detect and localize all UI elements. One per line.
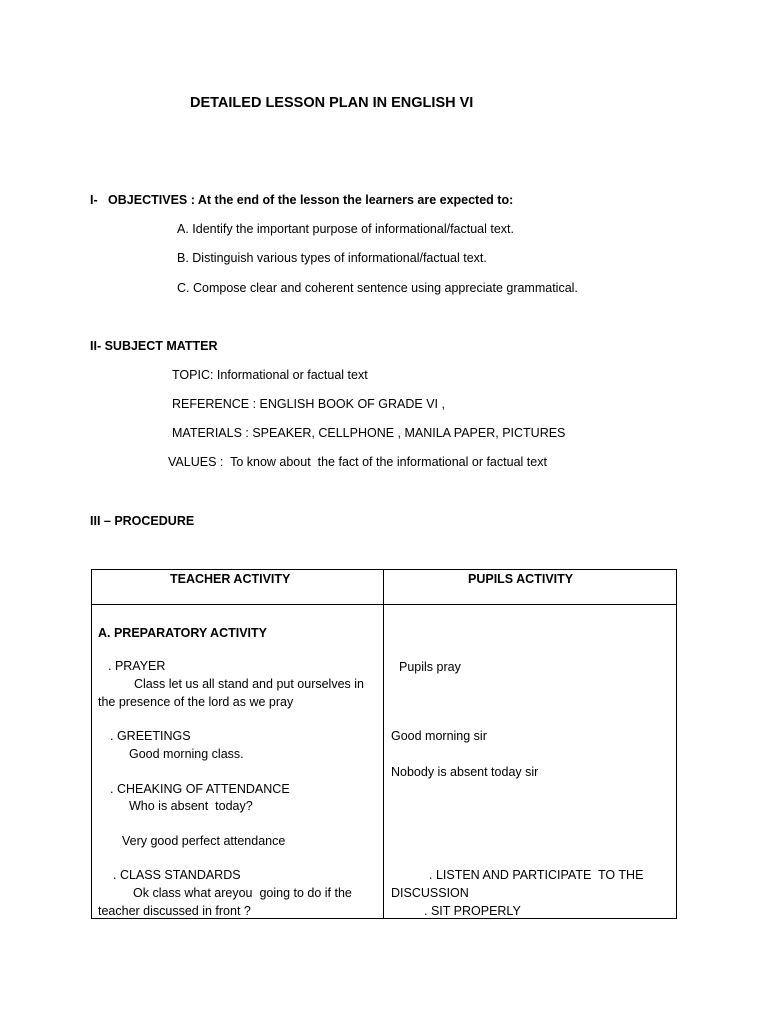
pupils-sit-properly: . SIT PROPERLY [424,904,521,918]
table-column-divider [383,569,384,919]
prayer-line-1: Class let us all stand and put ourselves in [134,677,364,691]
subject-matter-heading: II- SUBJECT MATTER [90,339,218,353]
subject-values: VALUES : To know about the fact of the informational or factual text [168,455,547,469]
attendance-line: Who is absent today? [129,799,253,813]
class-standards-label: . CLASS STANDARDS [113,868,241,882]
table-header-divider [91,604,677,605]
pupils-greeting: Good morning sir [391,729,487,743]
pupils-absent: Nobody is absent today sir [391,765,539,779]
class-standards-line-2: teacher discussed in front ? [98,904,251,918]
preparatory-activity-label: A. PREPARATORY ACTIVITY [98,626,268,640]
pupils-listen-line-1: . LISTEN AND PARTICIPATE TO THE [429,868,644,882]
greetings-label: . GREETINGS [110,729,191,743]
greetings-line: Good morning class. [129,747,244,761]
objective-b: B. Distinguish various types of informational/factual text. [177,251,487,265]
subject-materials: MATERIALS : SPEAKER, CELLPHONE , MANILA PAPER, PICTURES [172,426,566,440]
pupils-activity-header: PUPILS ACTIVITY [468,572,574,586]
page-title: DETAILED LESSON PLAN IN ENGLISH VI [190,95,474,111]
prayer-line-2: the presence of the lord as we pray [98,695,294,709]
pupils-pray: Pupils pray [399,660,461,674]
attendance-line-2: Very good perfect attendance [122,834,286,848]
objective-c: C. Compose clear and coherent sentence using appreciate grammatical. [177,281,578,295]
prayer-label: . PRAYER [108,659,166,673]
subject-topic: TOPIC: Informational or factual text [172,368,368,382]
pupils-listen-line-2: DISCUSSION [391,886,469,900]
procedure-heading: III – PROCEDURE [90,514,195,528]
objective-a: A. Identify the important purpose of informational/factual text. [177,222,514,236]
class-standards-line-1: Ok class what areyou going to do if the [133,886,352,900]
teacher-activity-header: TEACHER ACTIVITY [170,572,291,586]
subject-reference: REFERENCE : ENGLISH BOOK OF GRADE VI , [172,397,445,411]
objectives-heading: I- OBJECTIVES : At the end of the lesson the learners are expected to: [90,193,514,207]
attendance-label: . CHEAKING OF ATTENDANCE [110,782,290,796]
